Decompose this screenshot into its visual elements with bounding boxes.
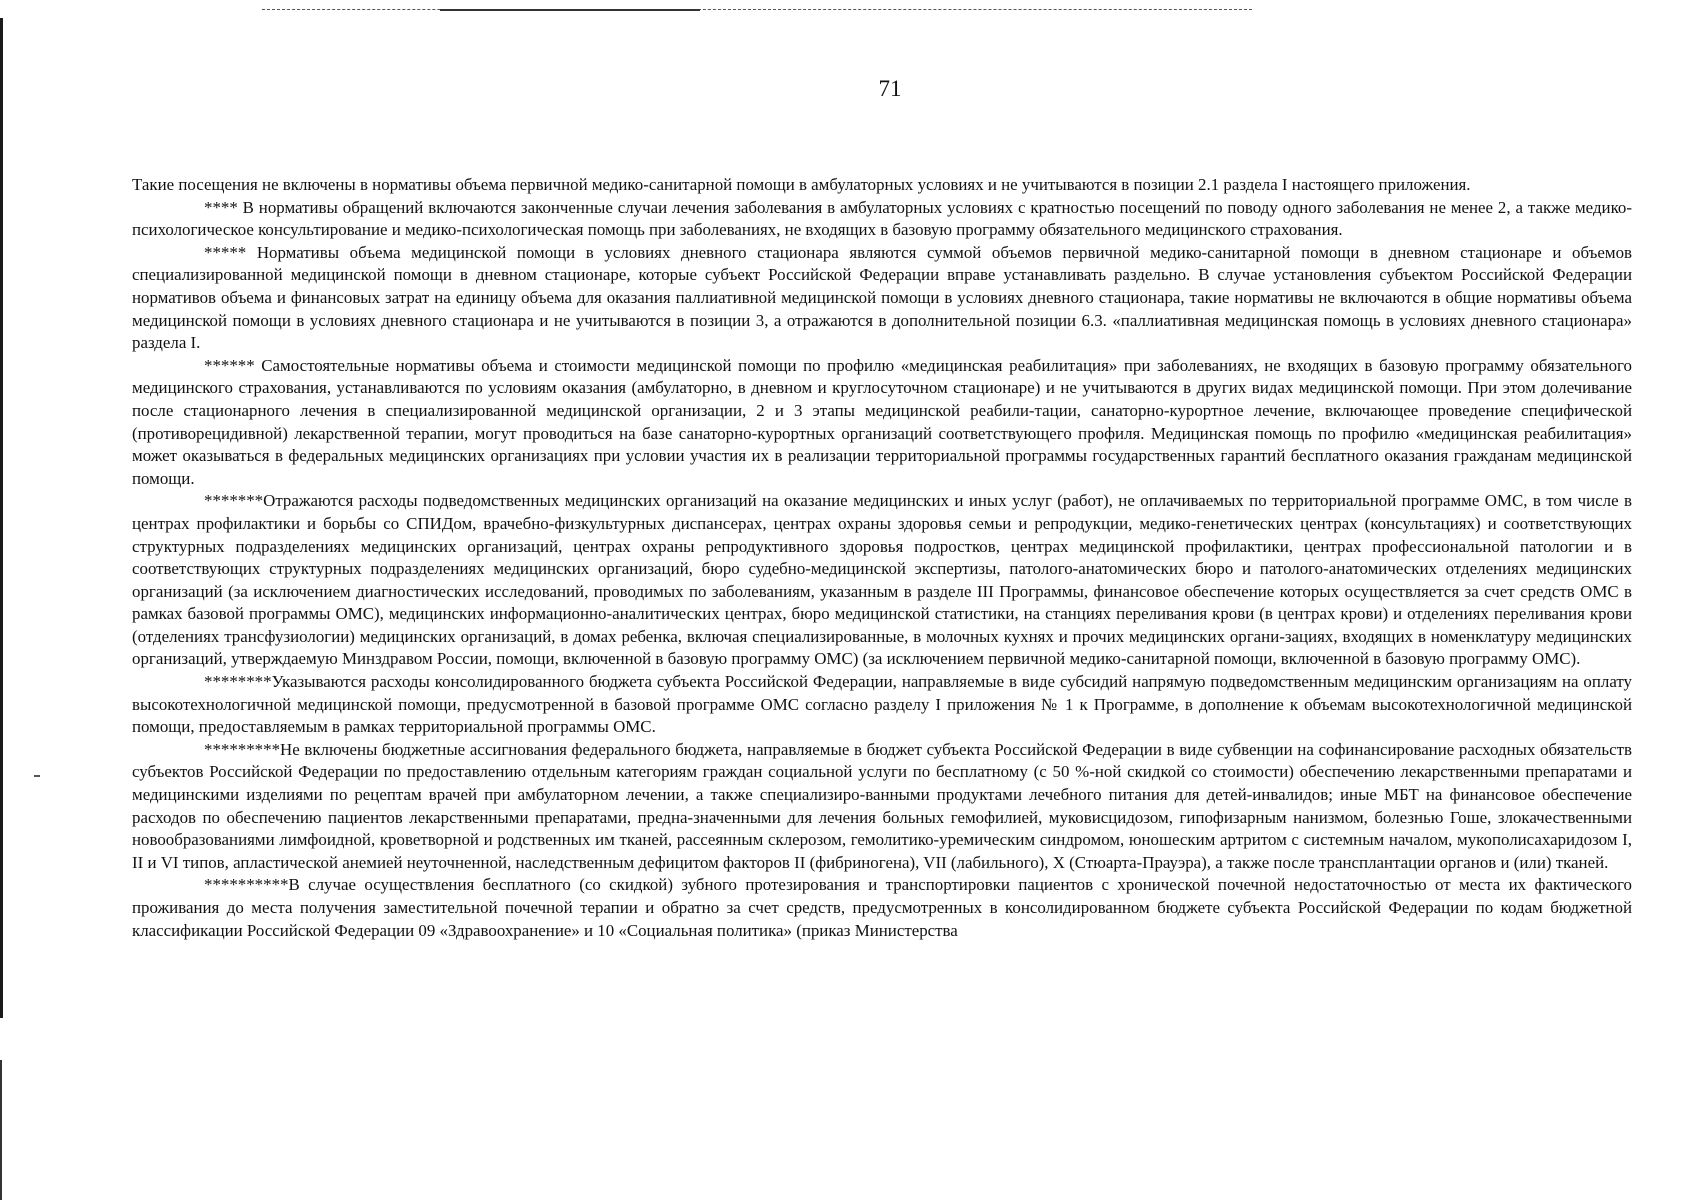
paragraph: *******Отражаются расходы подведомственных медицинских организаций на оказание медицинских и иных услуг (работ), не оплачиваемых по территориальной программе ОМС, в том числе в центрах профилактики и борьбы со СПИДом, врачебно-физкультурных диспансерах, центрах охраны здоровья семьи и репродукции, медико-генетических центрах (консультациях) и соответствующих структурных подразделениях медицинских организаций, центрах охраны репродуктивного здоровья подростков, центрах медицинской профилактики, центрах профессиональной патологии и в соответствующих структурных подразделениях медицинских организаций, бюро судебно-медицинской экспертизы, патолого-анатомических бюро и патолого-анатомических отделениях медицинских организаций (за исключением диагностических исследований, проводимых по заболеваниям, указанным в разделе III Программы, финансовое обеспечение которых осуществляется за счет средств ОМС в рамках базовой программы ОМС), медицинских информационно-аналитических центрах, бюро медицинской статистики, на станциях переливания крови (в центрах крови) и отделениях переливания крови (отделениях трансфузиологии) медицинских организаций, в домах ребенка, включая специализированные, в молочных кухнях и прочих медицинских органи-зациях, входящих в номенклатуру медицинских организаций, утверждаемую Минздравом России, помощи, включенной в базовую программу ОМС) (за исключением первичной медико-санитарной помощи, включенной в базовую программу ОМС). xyxy=(132,491,1632,669)
document-body xyxy=(132,174,1632,942)
paragraph: Такие посещения не включены в нормативы объема первичной медико-санитарной помощи в амбулаторных условиях и не учитываются в позиции 2.1 раздела I настоящего приложения. xyxy=(132,175,1471,194)
paragraph: ********Указываются расходы консолидированного бюджета субъекта Российской Федерации, направляемые в виде субсидий напрямую подведомственным медицинским организациям на оплату высокотехнологичной медицинской помощи, предусмотренной в базовой программе ОМС согласно разделу I приложения № 1 к Программе, в дополнение к объемам высокотехнологичной медицинской помощи, предоставляемым в рамках территориальной программы ОМС. xyxy=(132,672,1632,737)
paragraph: **********В случае осуществления бесплатного (со скидкой) зубного протезирования и транспортировки пациентов с хронической почечной недостаточностью от места их фактического проживания до места получения заместительной почечной терапии и обратно за счет средств, предусмотренных в консолидированном бюджете субъекта Российской Федерации по кодам бюджетной классификации Российской Федерации 09 «Здравоохранение» и 10 «Социальная политика» (приказ Министерства xyxy=(132,875,1632,940)
scan-artifact-dot xyxy=(34,775,40,777)
page-number: 71 xyxy=(878,76,902,101)
paragraph: ***** Нормативы объема медицинской помощи в условиях дневного стационара являются суммой объемов первичной медико-санитарной помощи в дневном стационаре и объемов специализированной медицинской помощи в дневном стационаре, которые субъект Российской Федерации вправе устанавливать раздельно. В случае установления субъектом Российской Федерации нормативов объема и финансовых затрат на единицу объема для оказания паллиативной медицинской помощи в условиях дневного стационара, такие нормативы не включаются в общие нормативы объема медицинской помощи в условиях дневного стационара и не учитываются в позиции 3, а отражаются в дополнительной позиции 6.3. «паллиативная медицинская помощь в условиях дневного стационара» раздела I. xyxy=(132,242,1632,353)
paragraph: *********Не включены бюджетные ассигнования федерального бюджета, направляемые в бюджет субъекта Российской Федерации в виде субвенции на софинансирование расходных обязательств субъектов Российской Федерации по предоставлению отдельным категориям граждан социальной услуги по бесплатному (с 50 %-ной скидкой со стоимости) обеспечению лекарственными препаратами и медицинскими изделиями по рецептам врачей при амбулаторном лечении, а также специализиро-ванными продуктами лечебного питания для детей-инвалидов; иные МБТ на финансовое обеспечение расходов по обеспечению пациентов лекарственными препаратами, предна-значенными для лечения больных гемофилией, муковисцидозом, гипофизарным нанизмом, болезнью Гоше, злокачественными новообразованиями лимфоидной, кроветворной и родственных им тканей, рассеянным склерозом, гемолитико-уремическим синдромом, юношеским артритом с системным началом, мукополисахаридозом I, II и VI типов, апластической анемией неуточненной, наследственным дефицитом факторов II (фибриногена), VII (лабильного), X (Стюарта-Прауэра), а также после трансплантации органов и (или) тканей. xyxy=(132,739,1632,872)
scan-artifact-line xyxy=(440,9,700,11)
scan-edge-mark xyxy=(0,1060,2,1200)
scan-edge-mark xyxy=(0,18,3,1018)
paragraph: **** В нормативы обращений включаются законченные случаи лечения заболевания в амбулаторных условиях с кратностью посещений по поводу одного заболевания не менее 2, а также медико-психологическое консультирование и медико-психологическая помощь при заболеваниях, не входящих в базовую программу обязательного медицинского страхования. xyxy=(132,197,1632,240)
scan-artifact-line xyxy=(262,9,1252,10)
paragraph: ****** Самостоятельные нормативы объема и стоимости медицинской помощи по профилю «медицинская реабилитация» при заболеваниях, не входящих в базовую программу обязательного медицинского страхования, устанавливаются по условиям оказания (амбулаторно, в дневном и круглосуточном стационаре) и не учитываются в других видах медицинской помощи. При этом долечивание после стационарного лечения в специализированной медицинской организации, 2 и 3 этапы медицинской реабили-тации, санаторно-курортное лечение, включающее проведение специфической (противорецидивной) лекарственной терапии, могут проводиться на базе санаторно-курортных организаций соответствующего профиля. Медицинская помощь по профилю «медицинская реабилитация» может оказываться в федеральных медицинских организациях при условии участия их в реализации территориальной программы государственных гарантий бесплатного оказания гражданам медицинской помощи. xyxy=(132,355,1632,488)
